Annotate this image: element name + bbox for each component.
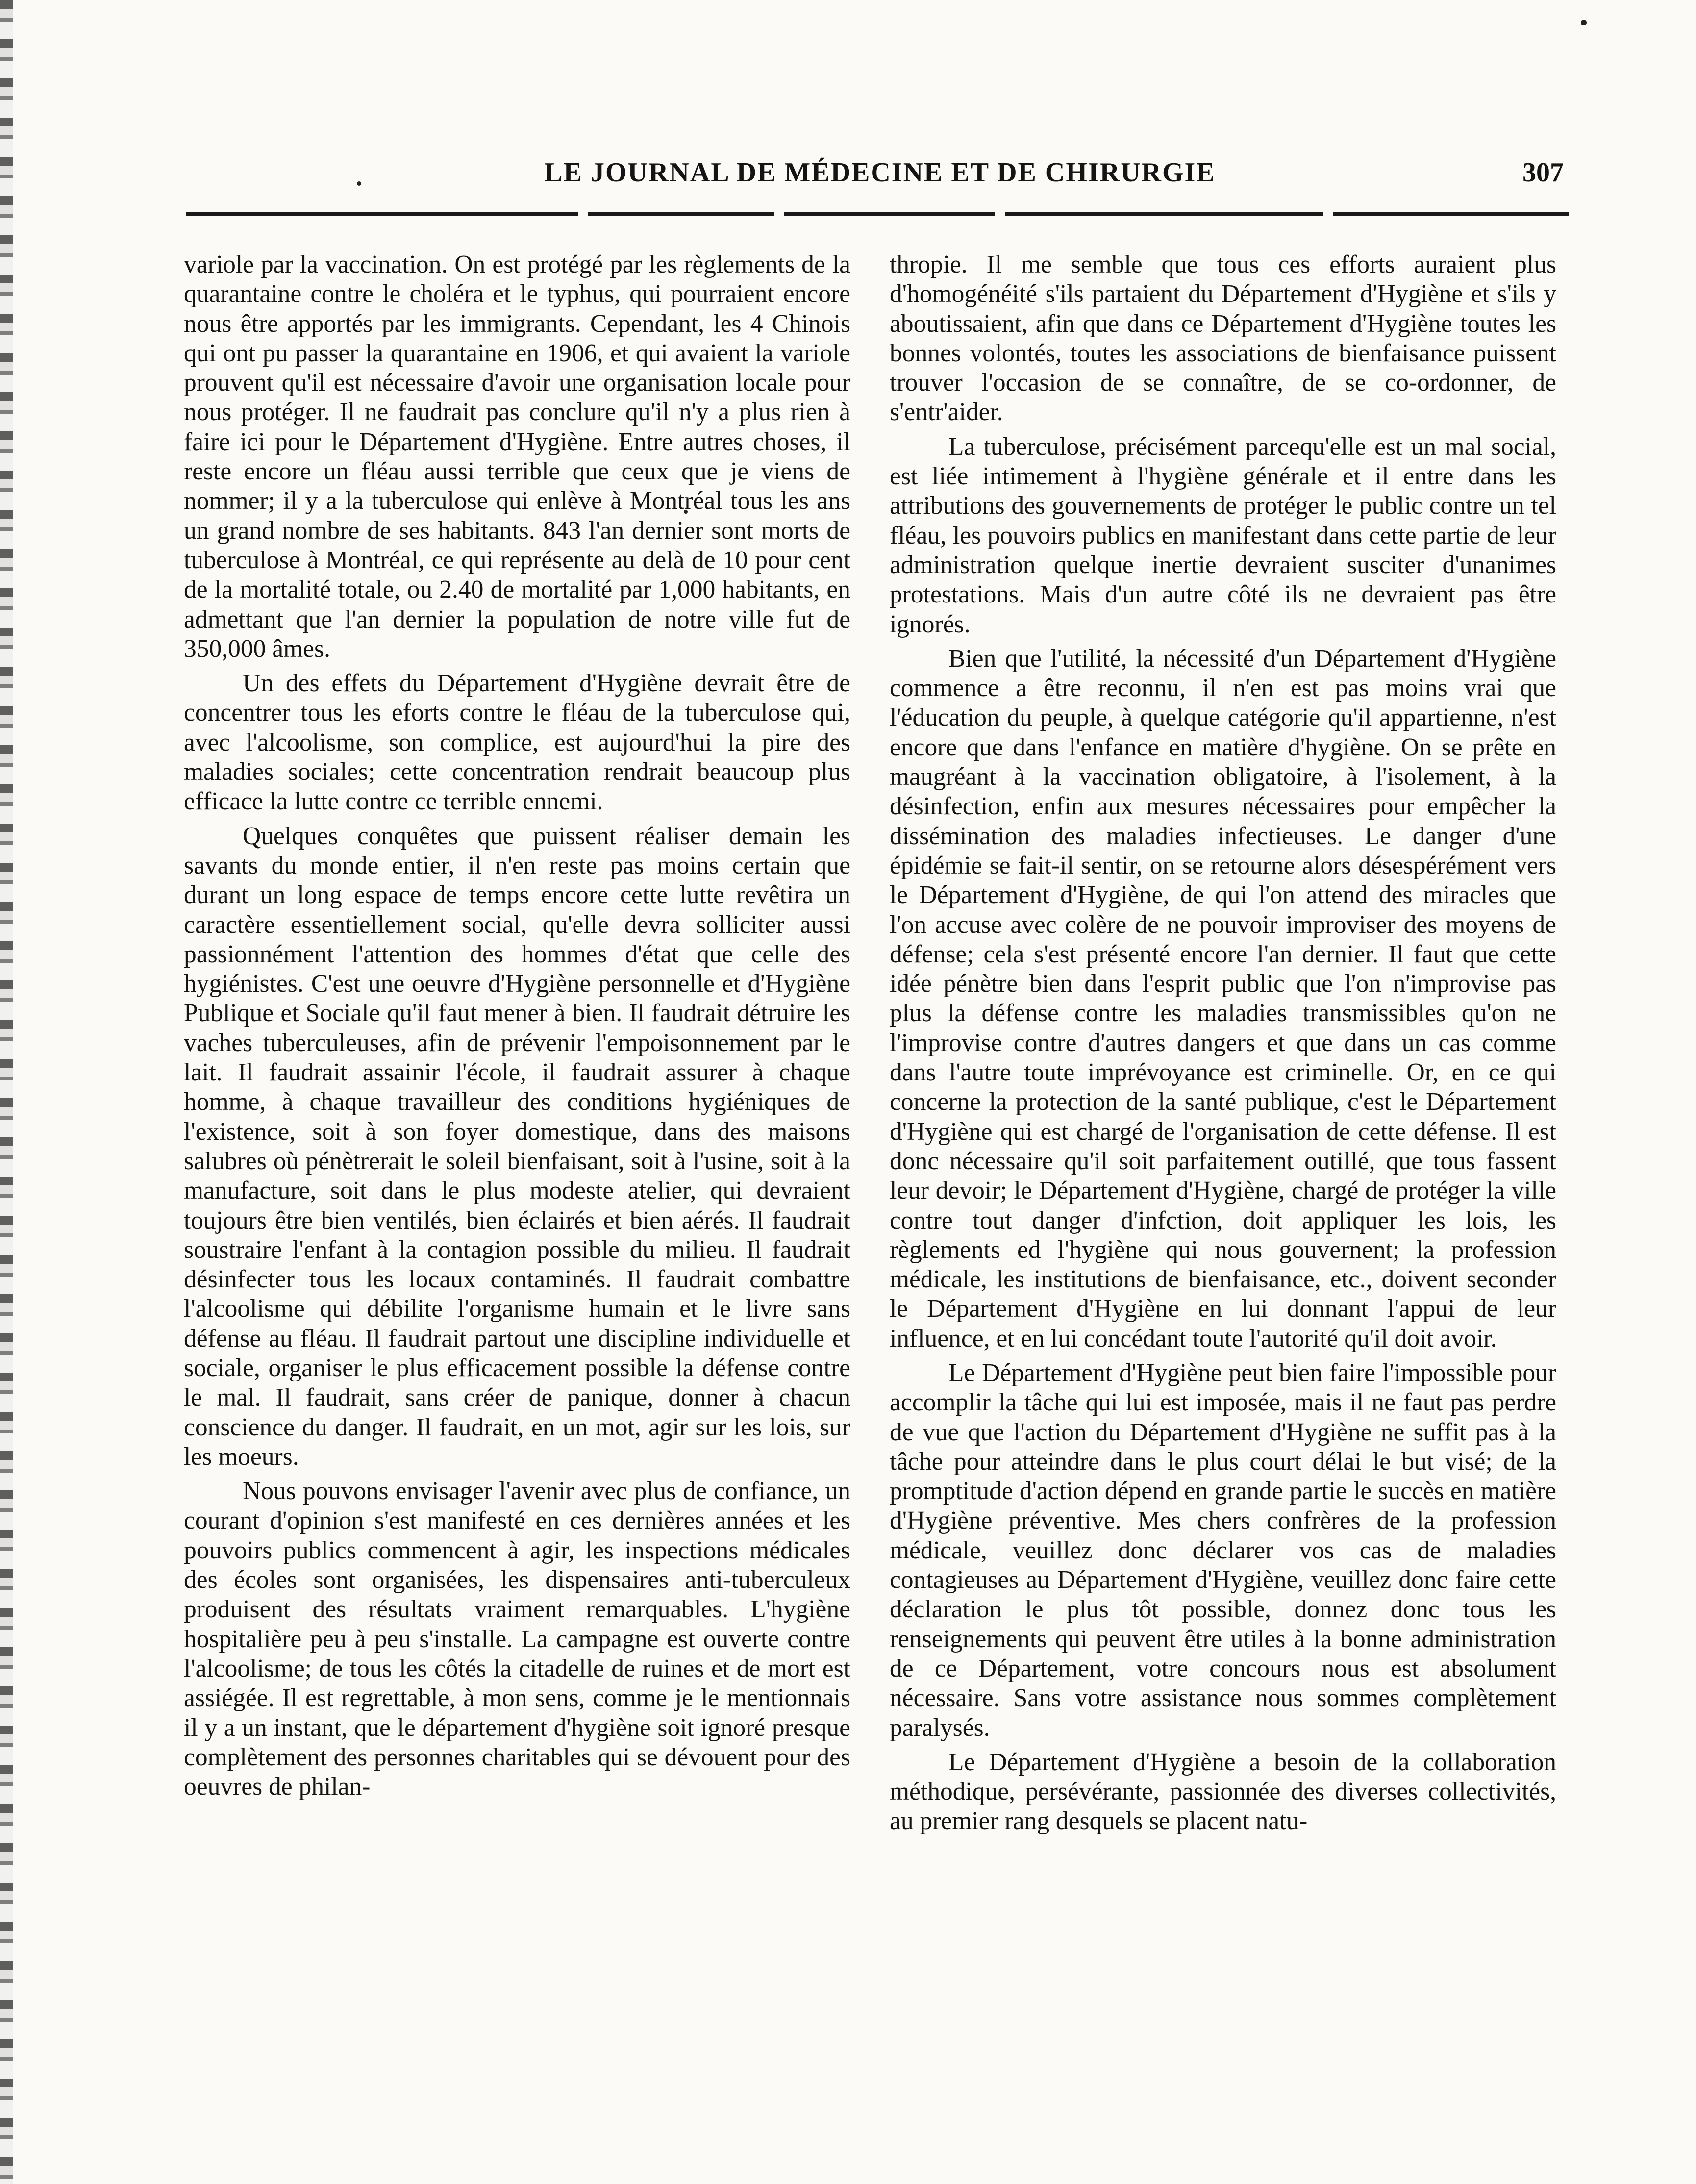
paragraph: Nous pouvons envisager l'avenir avec plus de confiance, un courant d'opinion s'est manifesté en ces dernières années et les pouvoirs publics commencent à agir, les inspections médicales des écoles sont organisées, les dispensaires anti-tuberculeux produisent des résultats vraiment remarquables. L'hygiène hospitalière peu à peu s'installe. La campagne est ouverte contre l'alcoolisme; de tous les côtés la citadelle de ruines et de mort est assiégée. Il est regrettable, à mon sens, comme je le mentionnais il y a un instant, que le département d'hygiène soit ignoré presque complètement des personnes charitables qui se dévouent pour des oeuvres de philan- (184, 1477, 850, 1801)
paragraph: Le Département d'Hygiène peut bien faire l'impossible pour accomplir la tâche qui lui est imposée, mais il ne faut pas perdre de vue que l'action du Département d'Hygiène ne suffit pas à la tâche pour atteindre dans le plus court délai le but visé; de la promptitude d'action dépend en grande partie le succès en matière d'Hygiène préventive. Mes chers confrères de la profession médicale, veuillez donc déclarer vos cas de maladies contagieuses au Département d'Hygiène, veuillez donc faire cette déclaration le plus tôt possible, donnez donc tous les renseignements qui peuvent être utiles à la bonne administration de ce Département, votre concours nous est absolument nécessaire. Sans votre assistance nous sommes complètement paralysés. (890, 1358, 1556, 1742)
paragraph: Le Département d'Hygiène a besoin de la collaboration méthodique, persévérante, passionnée des diverses collectivités, au premier rang desquels se placent natu- (890, 1748, 1556, 1835)
header-rule (186, 212, 1573, 217)
paragraph: thropie. Il me semble que tous ces efforts auraient plus d'homogénéité s'ils partaient du Département d'Hygiène et s'ils y aboutissaient, afin que dans ce Département d'Hygiène toutes les bonnes volontés, toutes les associations de bienfaisance puissent trouver l'occasion de se connaître, de se co-ordonner, de s'entr'aider. (890, 251, 1556, 427)
paragraph: Quelques conquêtes que puissent réaliser demain les savants du monde entier, il n'en reste pas moins certain que durant un long espace de temps encore cette lutte revêtira un caractère essentiellement social, qu'elle devra solliciter aussi passionnément l'attention des hommes d'état que celle des hygiénistes. C'est une oeuvre d'Hygiène personnelle et d'Hygiène Publique et Sociale qu'il faut mener à bien. Il faudrait détruire les vaches tuberculeuses, afin de prévenir l'empoisonnement par le lait. Il faudrait assainir l'école, il faudrait assurer à chaque homme, à chaque travailleur des conditions hygiéniques de l'existence, soit à son foyer domestique, dans des maisons salubres où pénètrerait le soleil bienfaisant, soit à l'usine, soit à la manufacture, soit dans le plus modeste atelier, qui devraient toujours être bien ventilés, bien éclairés et bien aérés. Il faudrait soustraire l'enfant à la contagion possible du milieu. Il faudrait désinfecter tous les locaux contaminés. Il faudrait combattre l'alcoolisme qui débilite l'organisme humain et le livre sans défense au fléau. Il faudrait partout une discipline individuelle et sociale, organiser le plus efficacement possible la défense contre le mal. Il faudrait, sans créer de panique, donner à chacun conscience du danger. Il faudrait, en un mot, agir sur les lois, sur les moeurs. (184, 822, 850, 1471)
running-title: LE JOURNAL DE MÉDECINE ET DE CHIRURGIE (544, 157, 1216, 188)
paragraph: Bien que l'utilité, la nécessité d'un Département d'Hygiène commence a être reconnu, il n'en est pas moins vrai que l'éducation du peuple, à quelque catégorie qu'il appartienne, n'est encore que dans l'enfance en matière d'hygiène. On se prête en maugréant à la vaccination obligatoire, à l'isolement, à la désinfection, enfin aux mesures nécessaires pour empêcher la dissémination des maladies infectieuses. Le danger d'une épidémie se fait-il sentir, on se retourne alors désespérément vers le Département d'Hygiène, de qui l'on attend des miracles que l'on accuse avec colère de ne pouvoir improviser des moyens de défense; cela s'est présenté encore l'an dernier. Il faut que cette idée pénètre bien dans l'esprit public que l'on n'improvise pas plus la défense contre les maladies transmissibles qu'on ne l'improvise contre d'autres dangers et que dans un cas comme dans l'autre toute imprévoyance est criminelle. Or, en ce qui concerne la protection de la santé publique, c'est le Département d'Hygiène qui est chargé de l'organisation de cette défense. Il est donc nécessaire qu'il soit parfaitement outillé, que tous fassent leur devoir; le Département d'Hygiène, chargé de protéger la ville contre tout danger d'infction, doit appliquer les lois, les règlements ed l'hygiène qui nous gouvernent; la profession médicale, les institutions de bienfaisance, etc., doivent seconder le Département d'Hygiène en lui donnant l'appui de leur influence, et en lui concédant toute l'autorité qu'il doit avoir. (890, 644, 1556, 1353)
paragraph: variole par la vaccination. On est protégé par les règlements de la quarantaine contre le choléra et le typhus, qui pourraient encore nous être apportés par les immigrants. Cependant, les 4 Chinois qui ont pu passer la quarantaine en 1906, et qui avaient la variole prouvent qu'il est nécessaire d'avoir une organisation locale pour nous protéger. Il ne faudrait pas conclure qu'il n'y a plus rien à faire ici pour le Département d'Hygiène. Entre autres choses, il reste encore un fléau aussi terrible que ceux que je viens de nommer; il y a la tuberculose qui enlève à Montréal tous les ans un grand nombre de ses habitants. 843 l'an dernier sont morts de tuberculose à Montréal, ce qui représente au delà de 10 pour cent de la mortalité totale, ou 2.40 de mortalité par 1,000 habitants, en admettant que l'an dernier la population de notre ville fut de 350,000 âmes. (184, 251, 850, 663)
print-speck (1581, 20, 1587, 25)
scanned-page-edge (0, 0, 13, 2184)
header-rule-segment (1005, 212, 1323, 216)
page-header (186, 147, 1573, 211)
paragraph: Un des effets du Département d'Hygiène devrait être de concentrer tous les eforts contre le fléau de la tuberculose qui, avec l'alcoolisme, son complice, est aujourd'hui la pire des maladies sociales; cette concentration rendrait beaucoup plus efficace la lutte contre ce terrible ennemi. (184, 669, 850, 816)
header-rule-segment (784, 212, 995, 216)
header-rule-segment (186, 212, 578, 216)
paragraph: La tuberculose, précisément parcequ'elle est un mal social, est liée intimement à l'hygiène générale et il entre dans les attributions des gouvernements de protéger le public contre un tel fléau, les pouvoirs publics en manifestant dans cette partie de leur administration quelque inertie devraient susciter d'unanimes protestations. Mais d'un autre côté ils ne devraient pas être ignorés. (890, 432, 1556, 638)
header-rule-segment (588, 212, 774, 216)
left-column (184, 250, 850, 1802)
right-column (890, 250, 1556, 1836)
page-number: 307 (1522, 157, 1564, 188)
header-rule-segment (1333, 212, 1569, 216)
